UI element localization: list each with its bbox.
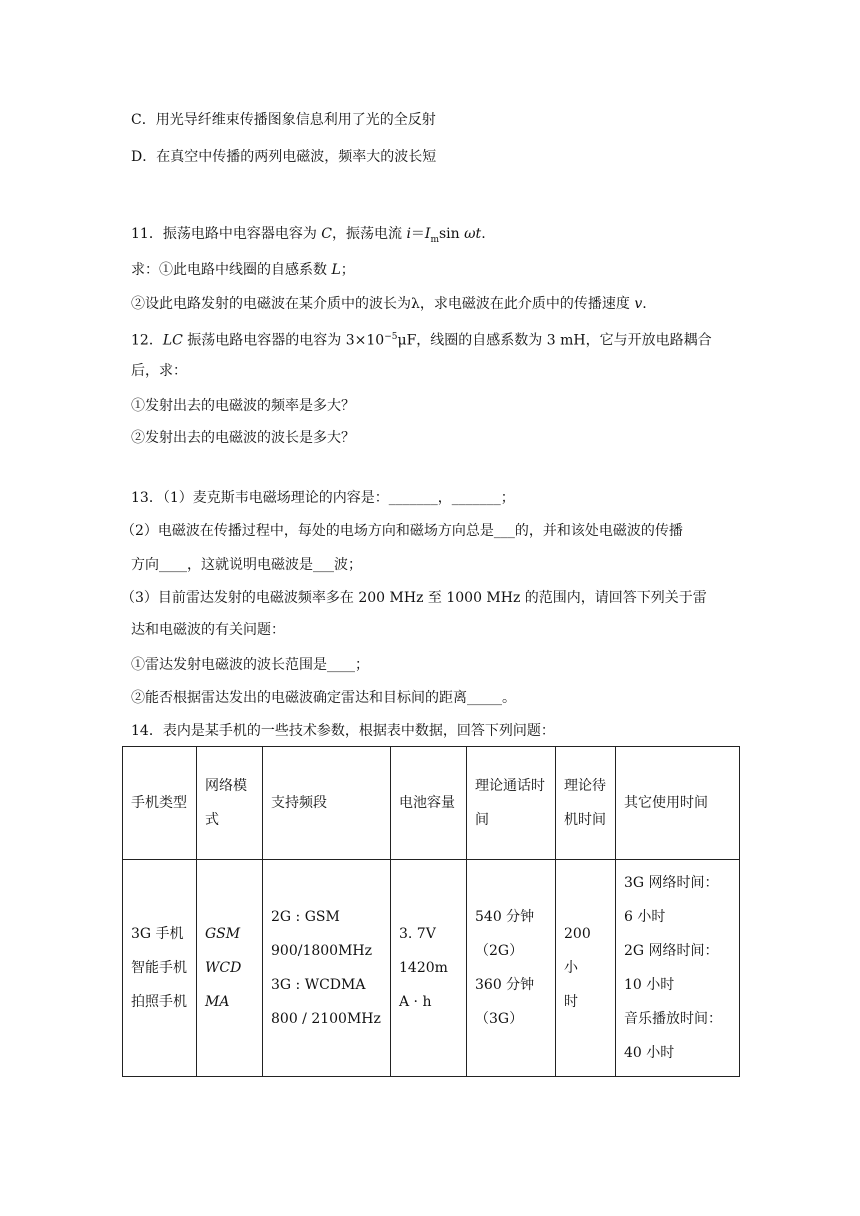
- cell-type: 3G 手机 智能手机 拍照手机: [123, 860, 197, 1077]
- q13-part3: （3）目前雷达发射的电磁波频率多在 200 MHz 至 1000 MHz 的范围内，请回答下列关于雷: [121, 590, 707, 606]
- header-bands: 支持频段: [263, 747, 391, 860]
- q13-sub2: ②能否根据雷达发出的电磁波确定雷达和目标间的距离_____。: [131, 690, 516, 706]
- cell-bands: 2G : GSM 900/1800MHz 3G : WCDMA 800 / 2100MHz: [263, 860, 391, 1077]
- q13-sub1: ①雷达发射电磁波的波长范围是____；: [131, 657, 369, 673]
- header-talk-time: 理论通话时间: [467, 747, 556, 860]
- header-battery: 电池容量: [391, 747, 467, 860]
- header-standby-time: 理论待机时间: [556, 747, 616, 860]
- option-c: C．用光导纤维束传播图象信息利用了光的全反射: [131, 112, 436, 128]
- cell-talk-time: 540 分钟 （2G） 360 分钟 （3G）: [467, 860, 556, 1077]
- q13-part2: （2）电磁波在传播过程中，每处的电场方向和磁场方向总是___的，并和该处电磁波的传播: [121, 523, 683, 539]
- cell-battery: 3. 7V 1420m A · h: [391, 860, 467, 1077]
- q12-part1: ①发射出去的电磁波的频率是多大？: [131, 398, 355, 414]
- header-network: 网络模式: [197, 747, 263, 860]
- q11-stem: 11．振荡电路中电容器电容为 C，振荡电流 $i=I_m\sin$ ωt.: [131, 226, 486, 245]
- q12-part2: ②发射出去的电磁波的波长是多大？: [131, 430, 355, 446]
- header-type: 手机类型: [123, 747, 197, 860]
- q12-stem-cont: 后，求：: [131, 363, 187, 379]
- header-other-time: 其它使用时间: [616, 747, 740, 860]
- q13-part2-cont: 方向____，这就说明电磁波是___波；: [131, 557, 362, 573]
- option-d: D．在真空中传播的两列电磁波，频率大的波长短: [131, 149, 437, 165]
- q13-part3-cont: 达和电磁波的有关问题：: [131, 622, 285, 638]
- q11-part1: 求：①此电路中线圈的自感系数 L；: [131, 262, 355, 278]
- cell-other-time: 3G 网络时间： 6 小时 2G 网络时间： 10 小时 音乐播放时间： 40 小时: [616, 860, 740, 1077]
- phone-spec-table: [122, 746, 740, 1077]
- table-header-row: [123, 747, 740, 860]
- q12-stem: 12．LC 振荡电路电容器的电容为 $3\times 10^{-5}\mu F$，线圈的自感系数为 3 mH，它与开放电路耦合: [131, 332, 712, 349]
- q13-part1: 13．（1）麦克斯韦电磁场理论的内容是：_______，_______；: [131, 490, 515, 506]
- cell-network: GSM WCD MA: [197, 860, 263, 1077]
- q11-part2: ②设此电路发射的电磁波在某介质中的波长为λ，求电磁波在此介质中的传播速度 v.: [131, 296, 647, 312]
- q14-stem: 14．表内是某手机的一些技术参数，根据表中数据，回答下列问题：: [131, 723, 555, 739]
- table-row: [123, 860, 740, 1077]
- cell-standby-time: 200 小 时: [556, 860, 616, 1077]
